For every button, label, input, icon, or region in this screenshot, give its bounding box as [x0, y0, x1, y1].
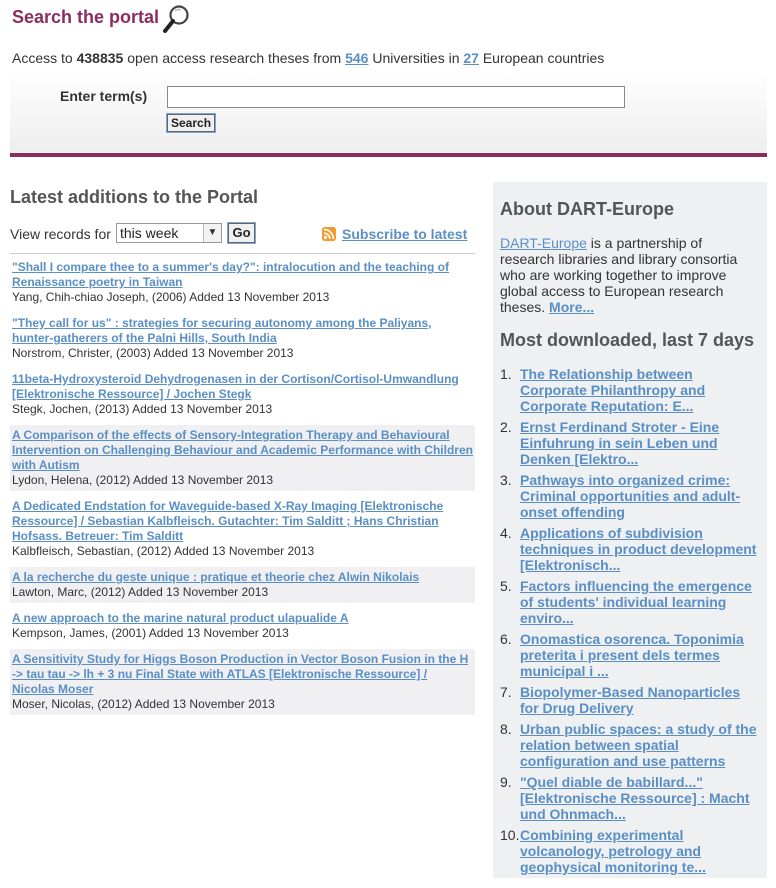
- most-downloaded-link[interactable]: Ernst Ferdinand Stroter - Eine Einfuhrung in sein Leben und Denken [Elektro...: [520, 419, 720, 467]
- about-sidebar: [493, 182, 767, 878]
- most-downloaded-heading: Most downloaded, last 7 days: [500, 330, 755, 350]
- most-downloaded-link[interactable]: The Relationship between Corporate Philanthropy and Corporate Reputation: E...: [520, 366, 706, 414]
- period-selected-value: this week: [120, 225, 179, 241]
- record-item: [10, 369, 475, 420]
- list-item: [500, 774, 762, 822]
- dart-europe-link[interactable]: DART-Europe: [500, 235, 587, 251]
- item-number: 10.: [500, 827, 520, 843]
- search-title: Search the portal: [12, 7, 160, 27]
- record-item: [10, 425, 475, 491]
- item-number: 2.: [500, 419, 512, 435]
- list-item: [500, 472, 762, 520]
- search-panel: [10, 0, 767, 157]
- stats-mid1: open access research theses from: [127, 50, 342, 66]
- about-text: [500, 235, 758, 315]
- record-title-link[interactable]: "They call for us" : strategies for securing autonomy among the Paliyans, hunter-gatherers of the Palni Hills, South India: [12, 316, 432, 345]
- rss-icon[interactable]: [322, 227, 336, 241]
- stats-suffix: European countries: [482, 50, 605, 66]
- record-item: [10, 496, 475, 562]
- item-number: 3.: [500, 472, 512, 488]
- chevron-down-icon[interactable]: ▼: [203, 224, 221, 242]
- stats-prefix: Access to: [12, 50, 73, 66]
- record-item: [10, 608, 475, 644]
- period-select[interactable]: [116, 223, 222, 243]
- most-downloaded-link[interactable]: Onomastica osorenca. Toponimia preterita i present dels termes municipal i ...: [520, 631, 744, 679]
- divider: [10, 253, 475, 254]
- record-title-link[interactable]: A Dedicated Endstation for Waveguide-based X-Ray Imaging [Elektronische Ressource] / Sebastian Kalbfleisch. Gutachter: Tim Salditt ; Hans Christian Hofsass. Betreuer: Tim Salditt: [12, 499, 444, 543]
- most-downloaded-list: [500, 366, 762, 880]
- list-item: [500, 525, 762, 573]
- most-downloaded-link[interactable]: Factors influencing the emergence of students' individual learning enviro...: [520, 578, 752, 626]
- universities-count-link[interactable]: 546: [345, 50, 369, 66]
- record-meta: Lawton, Marc, (2012) Added 13 November 2013: [12, 585, 269, 599]
- search-input[interactable]: [167, 86, 625, 108]
- stats-line: [12, 50, 604, 66]
- subscribe-latest-link[interactable]: Subscribe to latest: [342, 226, 468, 242]
- record-title-link[interactable]: A Comparison of the effects of Sensory-Integration Therapy and Behavioural Intervention on Challenging Behaviour and Academic Performance with Children with Autism: [12, 428, 473, 472]
- go-button[interactable]: Go: [228, 223, 255, 243]
- most-downloaded-link[interactable]: Combining experimental volcanology, petrology and geophysical monitoring te...: [520, 827, 706, 875]
- list-item: [500, 631, 762, 679]
- record-item: [10, 313, 475, 364]
- record-item: [10, 567, 475, 603]
- term-label: Enter term(s): [60, 88, 148, 104]
- item-number: 4.: [500, 525, 512, 541]
- record-meta: Lydon, Helena, (2012) Added 13 November 2013: [12, 473, 274, 487]
- view-records-label: View records for: [10, 226, 111, 242]
- list-item: [500, 366, 762, 414]
- most-downloaded-link[interactable]: Pathways into organized crime: Criminal opportunities and adult-onset offending: [520, 472, 741, 520]
- record-title-link[interactable]: "Shall I compare thee to a summer's day?": intralocution and the teaching of Renaissance poetry in Taiwan: [12, 260, 449, 289]
- most-downloaded-link[interactable]: Applications of subdivision techniques in product development [Elektronisch...: [520, 525, 757, 573]
- record-meta: Norstrom, Christer, (2003) Added 13 November 2013: [12, 346, 294, 360]
- record-item: [10, 649, 475, 715]
- theses-count: 438835: [76, 50, 124, 66]
- record-title-link[interactable]: A la recherche du geste unique : pratique et theorie chez Alwin Nikolais: [12, 570, 420, 584]
- record-title-link[interactable]: A Sensitivity Study for Higgs Boson Production in Vector Boson Fusion in the H -> tau tau -> lh + 3 nu Final State with ATLAS [Elektronische Ressource] / Nicolas Moser: [12, 652, 469, 696]
- record-title-link[interactable]: A new approach to the marine natural product ulapualide A: [12, 611, 349, 625]
- record-meta: Yang, Chih-chiao Joseph, (2006) Added 13 November 2013: [12, 290, 330, 304]
- latest-records-list[interactable]: [10, 257, 475, 711]
- item-number: 7.: [500, 684, 512, 700]
- list-item: [500, 578, 762, 626]
- item-number: 8.: [500, 721, 512, 737]
- countries-count-link[interactable]: 27: [463, 50, 479, 66]
- record-title-link[interactable]: 11beta-Hydroxysteroid Dehydrogenasen in der Cortison/Cortisol-Umwandlung [Elektronische Ressource] / Jochen Stegk: [12, 372, 459, 401]
- about-description: is a partnership of research libraries and library consortia who are working together to improve global access to European research theses.: [500, 235, 738, 315]
- latest-heading: Latest additions to the Portal: [10, 187, 259, 207]
- record-meta: Stegk, Jochen, (2013) Added 13 November 2013: [12, 402, 273, 416]
- list-item: [500, 721, 762, 769]
- search-button[interactable]: Search: [167, 114, 215, 132]
- stats-mid2: Universities in: [372, 50, 460, 66]
- most-downloaded-link[interactable]: Biopolymer-Based Nanoparticles for Drug Delivery: [520, 684, 741, 716]
- record-meta: Kalbfleisch, Sebastian, (2012) Added 13 November 2013: [12, 544, 315, 558]
- list-item: [500, 419, 762, 467]
- item-number: 6.: [500, 631, 512, 647]
- more-link[interactable]: More...: [549, 299, 595, 315]
- item-number: 1.: [500, 366, 512, 382]
- most-downloaded-link[interactable]: Urban public spaces: a study of the relation between spatial configuration and use patterns: [520, 721, 757, 769]
- item-number: 5.: [500, 578, 512, 594]
- record-item: [10, 257, 475, 308]
- record-meta: Moser, Nicolas, (2012) Added 13 November 2013: [12, 697, 275, 711]
- magnifier-icon: [162, 3, 192, 35]
- item-number: 9.: [500, 774, 512, 790]
- about-heading: About DART-Europe: [500, 199, 674, 219]
- record-meta: Kempson, James, (2001) Added 13 November 2013: [12, 626, 289, 640]
- list-item: [500, 684, 762, 716]
- list-item: [500, 827, 762, 875]
- most-downloaded-link[interactable]: "Quel diable de babillard..." [Elektronische Ressource] : Macht und Ohnmach...: [520, 774, 750, 822]
